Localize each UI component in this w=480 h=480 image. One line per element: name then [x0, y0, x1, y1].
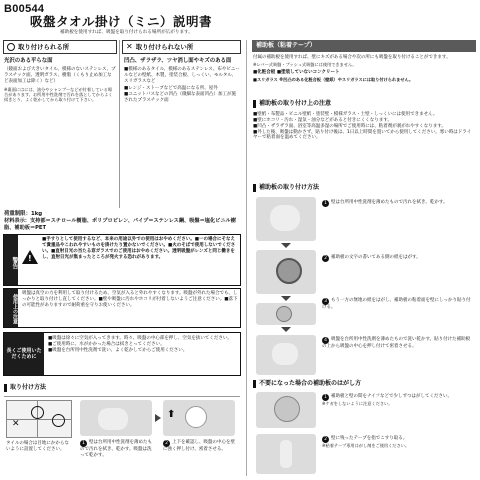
warning-box — [3, 234, 241, 286]
suction-cup-icon — [185, 406, 207, 428]
aux-step-text: 壁は台所用中性洗剤を薄めたもので汚れを拭き、乾かす。 — [331, 200, 448, 205]
long-use-label: 長くご使用いただくために — [4, 333, 44, 375]
wipe-photo — [80, 400, 152, 436]
removal-step-text: 壁に残ったテープを指でこすり取る。 — [331, 436, 408, 441]
cannot-attach-header-label: 取り付けられない所 — [135, 42, 194, 51]
cannot-attach-header — [122, 40, 241, 54]
cannot-attach-heading: 凹凸、ザラザラ、ツヤ消し面やキズのある面 — [124, 58, 232, 64]
removal-step2-photo — [256, 434, 316, 474]
load-limit: 荷重制限：1kg — [4, 211, 43, 217]
aux-step-text: 補助板の文字の書いてある側の紙をはがす。 — [331, 255, 421, 260]
can-attach-note: ※裏面にはには、油分やシャンプーなどが付着している場合があります。お所用中性洗剤で汚れを落としてからよく拭きとり、よく乾かしてから取り付けて下さい。 — [4, 86, 113, 103]
aux-step2-photo — [256, 250, 316, 294]
step-number: 1 — [322, 394, 329, 401]
divider — [4, 396, 240, 397]
cannot-attach-item: ■模様のあるタイル、模様のあるステンレス、布やビニールなどの壁紙、木製、塗装合板、しっくい、モルタル、スリガラスなど — [124, 67, 240, 84]
cross-ng-icon: ✕ — [126, 41, 133, 51]
step-number: 1 — [80, 440, 87, 447]
aux-step3-photo — [256, 303, 316, 325]
arrow-down-icon — [281, 243, 291, 248]
aux-step1-photo — [256, 197, 316, 241]
aux-board-intro-note: ※レバー式吸盤・プッシュ式吸盤には使用できません。 — [253, 61, 357, 67]
specs — [4, 211, 240, 232]
finger-icon — [280, 440, 292, 468]
aux-step-text: もう一方の無地の紙をはがし、補助板の粘着面を壁にしっかり貼り付ける。 — [322, 298, 471, 310]
step-number: 1 — [322, 200, 329, 207]
can-attach-header-label: 取り付けられる所 — [18, 42, 70, 51]
step-number: 2 — [322, 255, 329, 262]
step-number: 2 — [163, 440, 170, 447]
circle-ok-icon — [7, 43, 15, 51]
aux-ok-item: ■化粧合板 ■塗装していないコンクリート — [253, 70, 340, 76]
column-divider — [119, 40, 120, 208]
aux-ok-item: ■スリガラス ※凹凸のある化粧合板（壁紙）やスリガラスには取り付けられません。 — [253, 77, 414, 83]
page-subtitle: 補助板を使用すれば、吸盤を取り付けられる場所が広がります。 — [60, 30, 193, 35]
hand-cloth-icon — [270, 205, 300, 231]
long-use-item: ■吸盤を台所用中性洗剤で洗い、よく乾かしてからご使用ください。 — [48, 347, 188, 353]
removal-step — [322, 436, 474, 448]
long-use-item: ■ご使用時に、水がかかった場合は拭きとってください。 — [48, 341, 165, 347]
can-attach-header — [3, 40, 117, 54]
arrow-down-icon — [281, 327, 291, 332]
cannot-attach-item: ■ユニットバスなどの凹凸（微細な表面凹凸）加工が施されたプラスチック面 — [124, 92, 236, 104]
aux-board-body — [253, 55, 475, 83]
can-attach-body — [4, 58, 116, 103]
cannot-attach-item: ■レンジ・ストーブなどで高温になる所、屋外 — [124, 85, 218, 91]
page-title: 吸盤タオル掛け（ミニ）説明書 — [30, 14, 213, 29]
materials: 材料表示：支持部＝スチロール樹脂、ポリプロピレン、パイプ＝ステンレス鋼、吸盤＝塩化ビニル樹脂、補助板＝PET — [4, 218, 236, 231]
removal-note: ※ケガをしないように注意ください。 — [322, 401, 393, 406]
aux-board-header: 補助板（粘着テープ） — [252, 40, 476, 52]
removal-step-text: 補助板と壁の間をナイフなどで少しずつはがしてください。 — [331, 394, 453, 399]
install-step — [80, 440, 154, 459]
removal-step1-photo — [256, 392, 316, 428]
aux-method-heading: 補助板の取り付け方法 — [253, 184, 475, 192]
tile-note: タイルの場合は目地にかからないように設置してください。 — [6, 441, 69, 452]
suction-cup-ng-icon — [52, 414, 65, 427]
aux-step — [322, 255, 474, 262]
suction-cup-ok-icon — [31, 406, 44, 419]
caution-use-label: 使用上の注意 — [4, 289, 18, 327]
column-divider — [246, 40, 247, 476]
exclamation-icon: ! — [28, 254, 32, 263]
step-number: 4 — [322, 337, 329, 344]
aux-step — [322, 200, 474, 207]
caution-use-box — [3, 288, 241, 328]
install-method-heading: 取り付け方法 — [4, 384, 46, 392]
removal-note: ※粘着テープ専用はがし剤をご使用ください。 — [322, 443, 410, 448]
aux-board-icon — [276, 258, 302, 284]
install-step — [163, 440, 239, 453]
can-attach-text: （鏡面および大きいタイル、模様のないステンレス、プラスチック面、透明ガラス、樹脂（くもり止め加工など表面加工は除く）など） — [4, 67, 116, 84]
aux-board-intro: 付属の補助板を使用すれば、壁にキズがある場合や次の所にも吸盤を取り付けることができます。 — [253, 55, 451, 60]
aux-board-icon — [276, 306, 292, 322]
cannot-attach-body — [124, 58, 240, 104]
install-step-text: 上下を確認し、吸盤の中心を壁に強く押し付け、密着させる。 — [163, 440, 235, 452]
press-photo — [163, 400, 235, 436]
aux-caution-list — [253, 112, 475, 141]
long-use-item: ■吸盤は徐々に空気が入ってきます。時々、吸盤の中心部を押し、空気を抜いてください。 — [48, 336, 232, 341]
step-number: 2 — [322, 436, 329, 443]
removal-heading: 不要になった場合の補助板のはがし方 — [253, 380, 475, 388]
arrow-up-icon: ⬆ — [167, 409, 176, 420]
aux-step — [322, 298, 474, 311]
long-use-list — [48, 336, 238, 354]
tile-diagram — [6, 400, 72, 438]
aux-caution-heading: 補助板の取り付け上の注意 — [253, 100, 475, 108]
warning-label: 警告 — [4, 235, 18, 285]
aux-caution-item: ■外した後、吸盤は動かさず、貼り付け後は、1日以上時間を置いてから使用してください。寒い時はドライヤーで粘着面を温めてください。 — [253, 129, 472, 141]
aux-step-text: 吸盤を台所用中性洗剤を薄めたもので洗い乾かす。貼り付けた補助板の上から吸盤の中心を押し付けて密着させる。 — [322, 337, 471, 349]
long-use-box — [3, 332, 241, 376]
cross-ng-icon: ✕ — [12, 419, 20, 429]
aux-step — [322, 337, 474, 350]
arrow-down-icon — [281, 296, 291, 301]
aux-caution-item: ■凹凸・ザラザラ面、浴室等高温多湿の場所でご使用時には、粘着剤が剥がれやすくなります。 — [253, 123, 446, 129]
warning-text: ■手すりとして使用するなど、本来の用途以外での使用はおやめください。■一の場合にそなえて貴重品やこわれやすいものを掛けたり置かないでください。■火のそばで使用しないでください。■直射日光の当たる窓ガラスでのご使用はおやめください。透明吸盤がレンズと同じ働きをし、直射日光が集まったところが発火する恐れがあります。 — [42, 237, 236, 260]
step-number: 3 — [322, 298, 329, 305]
install-step-text: 壁は台所用中性洗剤を薄めたもので汚れを拭き、乾かす。吸盤は洗って乾かす。 — [80, 440, 152, 458]
product-code: B00544 — [4, 3, 45, 15]
can-attach-heading: 光沢のある平らな面 — [4, 58, 53, 64]
aux-caution-item: ■壁にホコリ・汚れ・湿気・油分などがあると付きにくくなります。 — [253, 117, 392, 123]
caution-use-text: 吸盤は真空の力を利用して取り付けるため、空気が入ると外れやすくなります。吸盤が外れた場合でも、しっかりと取り付けし直してください。■壁や吸盤に汚れやホコリが付着しないようご注意ください。■落下の可能性がありますので耐荷重を守りお使いください。 — [22, 291, 238, 308]
hand-cloth-icon — [98, 408, 128, 430]
aux-step4-photo — [256, 335, 316, 375]
aux-board-icon — [274, 396, 300, 422]
aux-caution-item: ■壁紙・布製品・ビニル壁紙・塗装壁・模様ガラス・土壁・しっくいには使用できません。 — [253, 112, 438, 117]
removal-step — [322, 394, 474, 406]
hand-cloth-icon — [272, 343, 298, 365]
arrow-right-icon — [155, 414, 161, 422]
